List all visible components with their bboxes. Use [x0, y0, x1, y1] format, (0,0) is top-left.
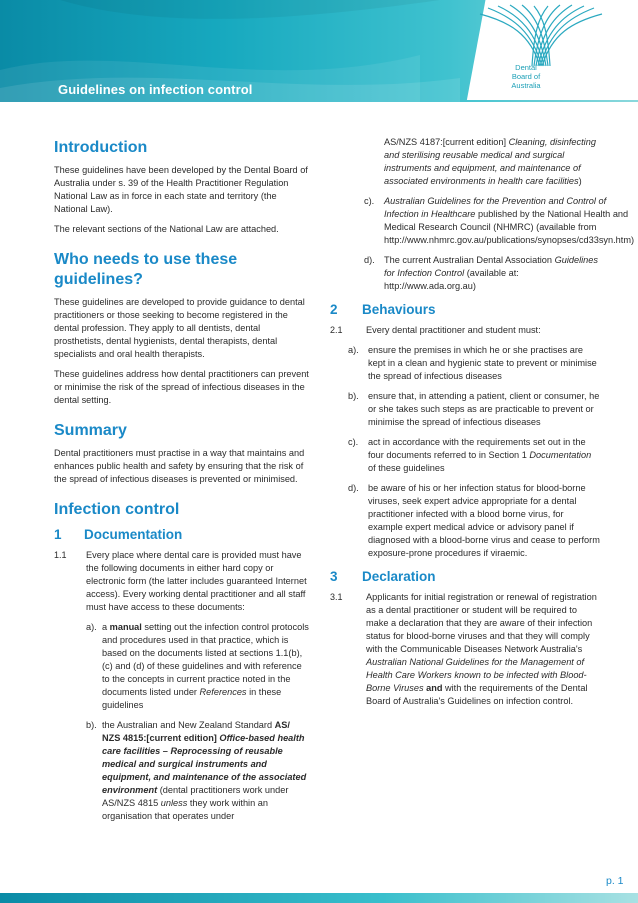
section-number: 1 [54, 527, 62, 542]
clause-number: 1.1 [54, 550, 67, 560]
list-text: be aware of his or her infection status for blood-borne viruses, seek expert advice appropriate for a dental practitioner infected with a blood borne virus, for example expert medical advice or advisory panel if diagnosed with a blood-borne virus and cease to perform exposure-prone procedures if viraemic. [368, 483, 600, 558]
page-number: p. 1 [606, 875, 624, 887]
logo-line: Dental [515, 63, 537, 72]
list-text: Australian Guidelines for the Prevention and Control of Infection in Healthcare published by the National Health and Medical Research Council (NHMRC) (available from http://www.nhmrc.gov.au/publications/synopses/cd33syn.htm) [384, 196, 635, 245]
right-column [320, 136, 635, 715]
clause-number: 3.1 [330, 592, 343, 602]
list-label: c). [364, 196, 375, 206]
who-paragraph: These guidelines address how dental practitioners can prevent or minimise the risk of the spread of infectious diseases in the dental setting. [54, 369, 309, 405]
logo-line: Board of [511, 72, 541, 81]
clause [54, 549, 310, 614]
list-item [320, 390, 600, 429]
summary-heading: Summary [54, 422, 127, 439]
section-heading [54, 528, 310, 541]
clause-text: Applicants for initial registration or renewal of registration as a dental practitioner or student will be required to make a declaration that they are aware of their infection status for blood-borne viruses and that they will comply with the Communicable Diseases Network Australia's Australian National Guidelines for the Management of Health Care Workers known to be infected with Blood-Borne Viruses and with the requirements of the Dental Board of Australia's Guidelines on infection control. [366, 592, 597, 706]
logo-wordmark [486, 63, 566, 90]
list-text: The current Australian Dental Association Guidelines for Infection Control (available at: http://www.ada.org.au) [384, 255, 598, 291]
introduction-heading: Introduction [54, 139, 148, 156]
list-text: ensure the premises in which he or she practises are kept in a clean and hygienic state to prevent or minimise the spread of infectious diseases [368, 345, 597, 381]
list-item [320, 344, 600, 383]
section-heading [320, 303, 600, 316]
infection-control-heading: Infection control [54, 501, 180, 518]
list-item [54, 621, 310, 712]
clause-text: Every place where dental care is provided must have the following documents in either hard copy or electronic form (the latter includes guaranteed Internet access). Every working dental practitioner and all staff must have access to these documents: [86, 550, 307, 612]
clause-text: Every dental practitioner and student must: [366, 325, 541, 335]
list-text: ensure that, in attending a patient, client or consumer, he or she takes such steps as are practicable to prevent or minimise the spread of infectious diseases [368, 391, 600, 427]
list-text: the Australian and New Zealand Standard AS/ NZS 4815:[current edition] Office-based health care facilities – Reprocessing of reusable medical and surgical instruments and equipment, and maintenance of the associated environment (dental practitioners work under AS/NZS 4815 unless they work within an organisation that operates under [102, 720, 307, 821]
list-text: AS/NZS 4187:[current edition] Cleaning, disinfecting and sterilising reusable medical and surgical instruments and equipment, and maintenance of associated environments in health care facilities) [384, 137, 596, 186]
section-number: 2 [330, 302, 338, 317]
who-needs-heading: Who needs to use these guidelines? [54, 251, 238, 288]
list-label: d). [364, 255, 375, 265]
list-label: c). [348, 437, 359, 447]
logo-line: Australia [511, 81, 541, 90]
clause [320, 591, 600, 708]
list-item [320, 254, 600, 293]
list-label: a). [348, 345, 359, 355]
footer-band [0, 893, 638, 903]
list-label: a). [86, 622, 97, 632]
intro-paragraph: These guidelines have been developed by the Dental Board of Australia under s. 39 of the Health Practitioner Regulation National Law as in force in each state and territory (the National Law). [54, 165, 308, 214]
clause-number: 2.1 [330, 325, 343, 335]
list-label: b). [86, 720, 97, 730]
intro-paragraph: The relevant sections of the National Law are attached. [54, 224, 279, 234]
list-label: d). [348, 483, 359, 493]
section-title: Documentation [84, 527, 183, 542]
clause [320, 324, 600, 337]
left-column [54, 138, 310, 830]
list-text: act in accordance with the requirements set out in the four documents referred to in Section 1 Documentation of these guidelines [368, 437, 592, 473]
list-item [54, 719, 310, 823]
section-heading [320, 570, 600, 583]
list-text: a manual setting out the infection control protocols and procedures used in that practice, which is based on the documents listed at sections 1.1(b), (c) and (d) of these guidelines and with reference to the concepts in current practice noted in the documents listed under References in these guidelines [102, 622, 309, 710]
list-item [320, 436, 600, 475]
summary-paragraph: Dental practitioners must practise in a way that maintains and enhances public health and safety by ensuring that the risk of the spread of infectious diseases is prevented or minimised. [54, 448, 305, 484]
list-label: b). [348, 391, 359, 401]
list-item-continued [320, 136, 600, 188]
list-item [320, 195, 635, 247]
section-number: 3 [330, 569, 338, 584]
section-title: Declaration [362, 569, 436, 584]
document-title: Guidelines on infection control [58, 82, 253, 97]
who-paragraph: These guidelines are developed to provide guidance to dental practitioners or those seeking to become registered in the dental profession. They apply to all dentists, dental prosthetists, dental hygienists, dental therapists, dental specialists and oral health therapists. [54, 297, 305, 359]
section-title: Behaviours [362, 302, 436, 317]
list-item [320, 482, 600, 560]
